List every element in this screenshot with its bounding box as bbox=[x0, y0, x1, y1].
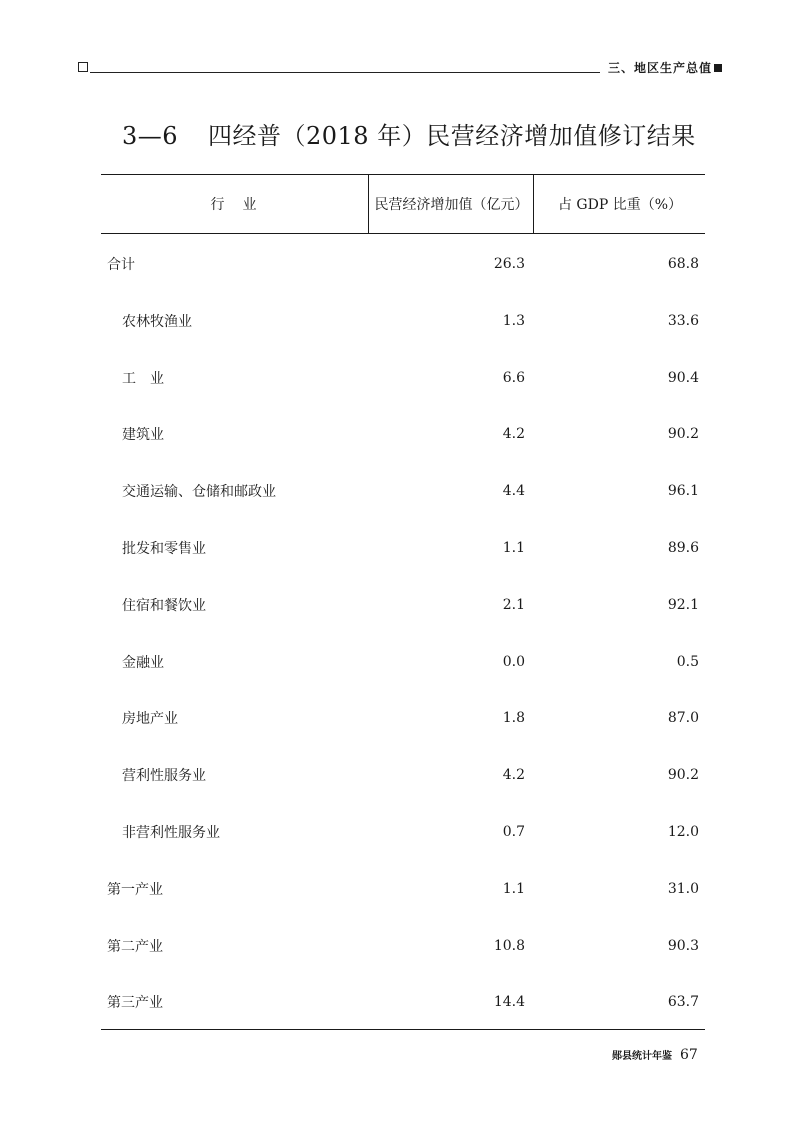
table-row bbox=[101, 859, 705, 916]
column-header-value: 民营经济增加值（亿元） bbox=[368, 175, 534, 233]
row-share: 90.3 bbox=[667, 937, 699, 954]
row-industry-name: 建筑业 bbox=[122, 427, 164, 444]
row-share: 12.0 bbox=[667, 823, 699, 840]
footer-book-title: 郧县统计年鉴 bbox=[612, 1051, 672, 1062]
row-share: 92.1 bbox=[667, 596, 699, 613]
table-row bbox=[101, 575, 705, 632]
row-industry-name: 交通运输、仓储和邮政业 bbox=[122, 484, 276, 501]
row-industry-name: 非营利性服务业 bbox=[122, 824, 220, 841]
table-row bbox=[101, 972, 705, 1029]
data-table bbox=[101, 174, 705, 1030]
page-number: 67 bbox=[680, 1047, 698, 1063]
column-header-industry: 行 业 bbox=[210, 197, 259, 213]
row-value: 4.2 bbox=[502, 426, 525, 443]
row-share: 31.0 bbox=[667, 880, 699, 897]
row-value: 4.4 bbox=[502, 483, 525, 500]
table-header bbox=[101, 174, 705, 234]
row-value: 1.8 bbox=[502, 710, 525, 727]
row-value: 1.3 bbox=[502, 312, 525, 329]
row-industry-name: 金融业 bbox=[122, 654, 164, 671]
row-industry-name: 农林牧渔业 bbox=[122, 313, 192, 330]
row-share: 87.0 bbox=[667, 710, 699, 727]
row-industry-name: 第三产业 bbox=[107, 995, 163, 1012]
section-title bbox=[608, 59, 722, 76]
row-value: 14.4 bbox=[493, 994, 525, 1011]
row-industry-name: 合计 bbox=[107, 257, 135, 273]
row-share: 90.2 bbox=[667, 767, 699, 784]
table-row bbox=[101, 348, 705, 405]
table-row bbox=[101, 291, 705, 348]
row-industry-name: 第一产业 bbox=[107, 881, 163, 898]
row-industry-name: 住宿和餐饮业 bbox=[122, 597, 206, 614]
table-row bbox=[101, 745, 705, 802]
table-row bbox=[101, 404, 705, 461]
column-header-share: 占 GDP 比重（%） bbox=[533, 175, 706, 233]
hollow-square-icon bbox=[78, 62, 88, 72]
row-value: 4.2 bbox=[502, 767, 525, 784]
row-industry-name: 工 业 bbox=[122, 370, 164, 387]
row-industry-name: 房地产业 bbox=[122, 711, 178, 728]
row-share: 96.1 bbox=[667, 483, 699, 500]
header-rule bbox=[90, 72, 600, 73]
table-number: 3—6 bbox=[122, 122, 179, 150]
table-row bbox=[101, 632, 705, 689]
table-row bbox=[101, 802, 705, 859]
row-value: 6.6 bbox=[502, 369, 525, 386]
table-row bbox=[101, 916, 705, 973]
row-value: 10.8 bbox=[493, 937, 525, 954]
row-industry-name: 营利性服务业 bbox=[122, 768, 206, 785]
row-industry-name: 第二产业 bbox=[107, 938, 163, 955]
row-share: 90.4 bbox=[667, 369, 699, 386]
row-industry-name: 批发和零售业 bbox=[122, 540, 206, 557]
row-share: 89.6 bbox=[667, 539, 699, 556]
row-value: 1.1 bbox=[502, 539, 525, 556]
row-share: 63.7 bbox=[667, 994, 699, 1011]
row-value: 0.0 bbox=[502, 653, 525, 670]
row-share: 90.2 bbox=[667, 426, 699, 443]
table-row bbox=[101, 688, 705, 745]
row-share: 0.5 bbox=[676, 653, 699, 670]
row-value: 26.3 bbox=[493, 256, 525, 272]
table-title bbox=[122, 116, 696, 151]
table-title-text: 四经普（2018 年）民营经济增加值修订结果 bbox=[208, 122, 696, 150]
page-footer bbox=[612, 1044, 698, 1063]
table-row bbox=[101, 461, 705, 518]
table-body bbox=[101, 234, 705, 1030]
row-value: 1.1 bbox=[502, 880, 525, 897]
solid-square-icon bbox=[714, 64, 722, 72]
table-row bbox=[101, 234, 705, 291]
row-share: 68.8 bbox=[667, 256, 699, 272]
table-row bbox=[101, 518, 705, 575]
row-value: 2.1 bbox=[502, 596, 525, 613]
row-value: 0.7 bbox=[502, 823, 525, 840]
section-title-text: 三、地区生产总值 bbox=[608, 61, 713, 75]
running-header bbox=[78, 58, 718, 78]
row-share: 33.6 bbox=[667, 312, 699, 329]
